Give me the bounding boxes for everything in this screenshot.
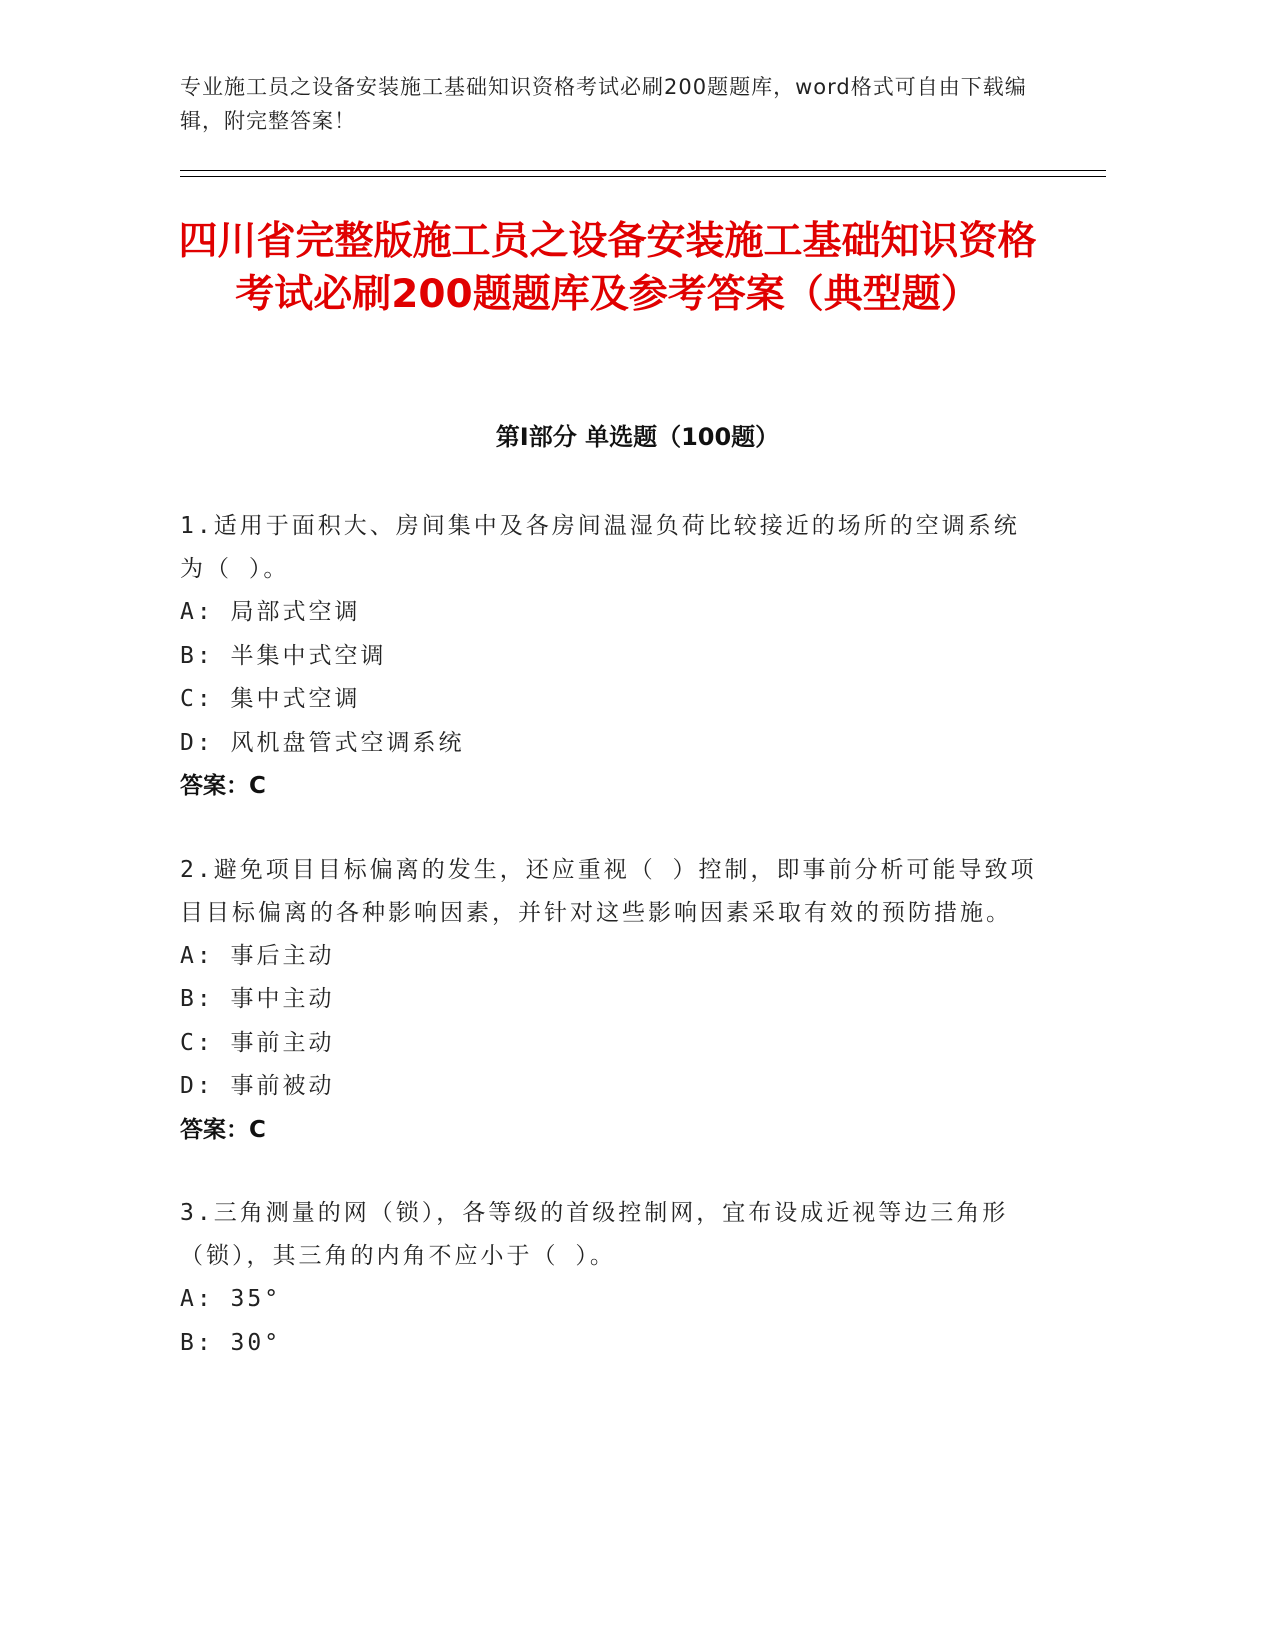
option-c: C: 集中式空调 (180, 686, 361, 712)
answer-line: 答案：C (180, 773, 266, 799)
answer-line: 答案：C (180, 1116, 266, 1143)
option-a: A: 局部式空调 (180, 599, 361, 625)
question-stem: 1.适用于面积大、房间集中及各房间温湿负荷比较接近的场所的空调系统为（ ）。 (180, 513, 1020, 582)
header-note: 专业施工员之设备安装施工基础知识资格考试必刷200题题库，word格式可自由下载编辑，附完整答案！ (180, 75, 1027, 133)
option-d: D: 风机盘管式空调系统 (180, 729, 465, 756)
section-title: 第Ⅰ部分 单选题（100题） (495, 423, 780, 451)
question-stem: 3.三角测量的网（锁），各等级的首级控制网，宜布设成近视等边三角形（锁），其三角的内角不应小于（ ）。 (180, 1200, 1009, 1269)
header-divider (180, 170, 1106, 177)
option-c: C: 事前主动 (180, 1029, 335, 1056)
option-a: A: 35° (180, 1286, 282, 1312)
question-list (180, 505, 1040, 1405)
option-b: B: 事中主动 (180, 986, 335, 1012)
option-b: B: 30° (180, 1329, 282, 1356)
question-stem: 2.避免项目目标偏离的发生，还应重视（ ）控制，即事前分析可能导致项目目标偏离的各种影响因素，并针对这些影响因素采取有效的预防措施。 (180, 856, 1037, 926)
question-3 (180, 1192, 1040, 1365)
question-2 (180, 849, 1040, 1153)
document-title: 四川省完整版施工员之设备安装施工基础知识资格考试必刷200题题库及参考答案（典型题） (178, 219, 1037, 317)
option-a: A: 事后主动 (180, 942, 335, 969)
question-1 (180, 505, 1040, 809)
option-b: B: 半集中式空调 (180, 642, 387, 669)
option-d: D: 事前被动 (180, 1073, 335, 1099)
